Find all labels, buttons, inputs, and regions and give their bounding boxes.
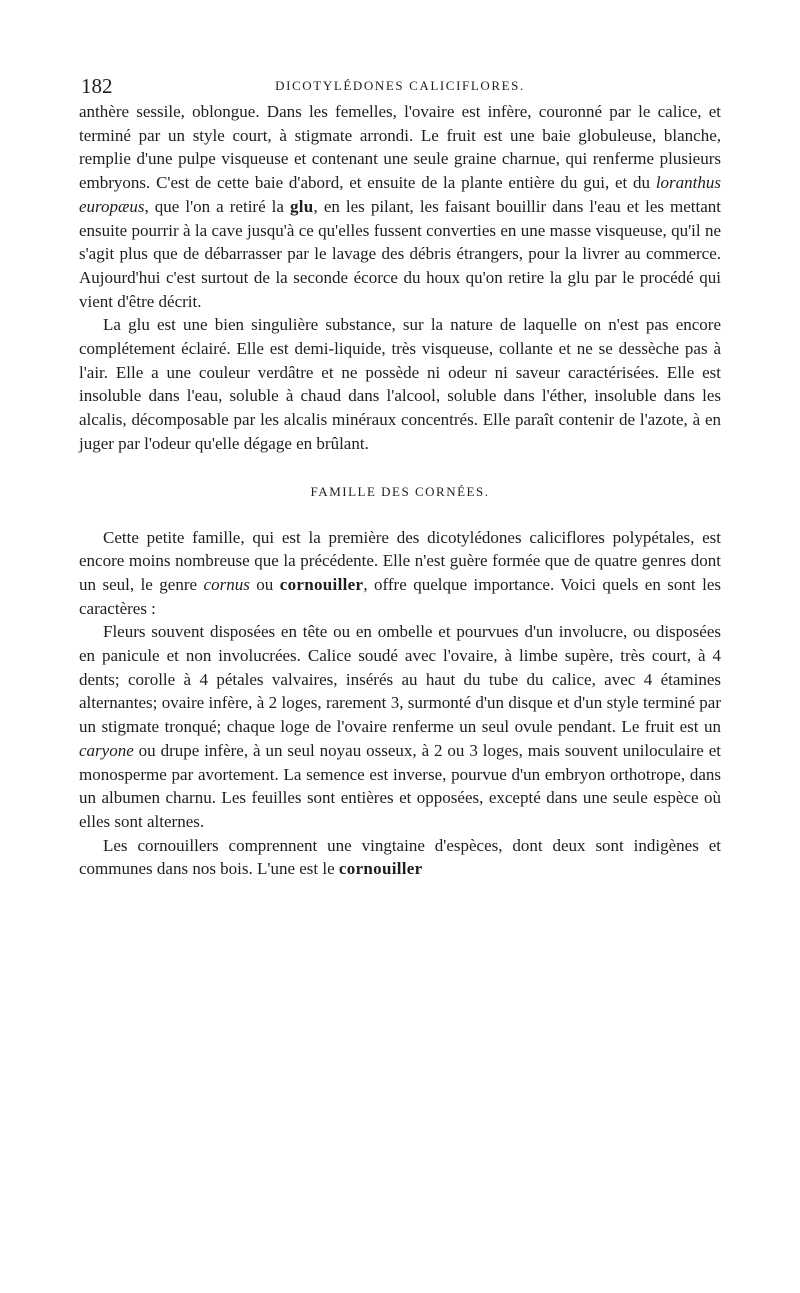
- text-run: , offre quelque importance. Voici quels en sont les caractères :: [79, 574, 721, 618]
- italic-term-cornus: cornus: [203, 574, 250, 594]
- text-run: Cette petite famille, qui est la première des dicotylédones caliciflores polypétales, est encore moins nombreuse que la précédente. Elle n'est guère formée que de quatre genres dont un seul, le genre: [79, 527, 721, 594]
- page-number: 182: [81, 74, 113, 98]
- bold-term-cornouiller: cornouiller: [279, 574, 364, 594]
- text-run: , en les pilant, les faisant bouillir dans l'eau et les mettant ensuite pourrir à la cave jusqu'à ce qu'elles fussent converties en une masse visqueuse, qu'il ne s'agit plus que de débarrasser par le lavage des débris étrangers, pour la livrer au commerce. Aujourd'hui c'est surtout de la seconde écorce du houx qu'on retire la glu par le procédé qui vient d'être décrit.: [79, 196, 721, 311]
- page: [79, 70, 721, 881]
- paragraph-characters: [79, 620, 721, 833]
- section-title: FAMILLE DES CORNÉES.: [310, 483, 490, 499]
- paragraph-family-intro: [79, 526, 721, 621]
- paragraph-glu-properties: La glu est une bien singulière substance, sur la nature de laquelle on n'est pas encore complétement éclairé. Elle est demi-liquide, très visqueuse, collante et ne se dessèche pas à l'air. Elle a une couleur verdâtre et ne possède ni odeur ni saveur caractérisées. Elle est insoluble dans l'eau, soluble à chaud dans l'alcool, soluble dans l'éther, insoluble dans les alcalis, décomposable par les alcalis minéraux concentrés. Elle paraît contenir de l'azote, à en juger par l'odeur qu'elle dégage en brûlant.: [79, 315, 721, 453]
- italic-term-loranthus: loranthus europæus: [79, 173, 721, 216]
- text-run: ou drupe infère, à un seul noyau osseux, à 2 ou 3 loges, mais souvent uniloculaire et monosperme par avortement. La semence est inverse, pourvue d'un embryon orthotrope, dans un albumen charnu. Les feuilles sont entières et opposées, excepté dans une seule espèce où elles sont alternes.: [79, 740, 721, 831]
- paragraph-glu-preparation: [79, 100, 721, 313]
- text-run: Fleurs souvent disposées en tête ou en ombelle et pourvues d'un involucre, ou disposées en panicule et non involucrées. Calice soudé avec l'ovaire, à limbe supère, très court, à 4 dents; corolle à 4 pétales valvaires, insérés au haut du tube du calice, avec 4 étamines alternantes; ovaire infère, à 2 loges, rarement 3, surmonté d'un disque et d'un style terminé par un stigmate tronqué; chaque loge de l'ovaire renferme un seul ovule pendant. Le fruit est un: [79, 622, 721, 737]
- running-head: [79, 70, 721, 100]
- text-run: anthère sessile, oblongue. Dans les femelles, l'ovaire est infère, couronné par le calice, et terminé par un style court, à stigmate arrondi. Le fruit est une baie globuleuse, blanche, remplie d'une pulpe visqueuse et contenant une seule graine charnue, qui renferme plusieurs embryons. C'est de cette baie d'abord, et ensuite de la plante entière du gui, et du: [79, 102, 721, 193]
- bold-term-glu: glu: [289, 196, 314, 216]
- paragraph-cornouillers: [79, 834, 721, 881]
- text-run: ou: [249, 574, 280, 594]
- italic-term-caryone: caryone: [79, 740, 134, 760]
- running-title: DICOTYLÉDONES CALICIFLORES.: [275, 78, 525, 93]
- text-run: Les cornouillers comprennent une vingtaine d'espèces, dont deux sont indigènes et communes dans nos bois. L'une est le: [79, 835, 721, 879]
- bold-term-cornouiller-2: cornouiller: [338, 859, 423, 879]
- text-run: , que l'on a retiré la: [144, 196, 290, 216]
